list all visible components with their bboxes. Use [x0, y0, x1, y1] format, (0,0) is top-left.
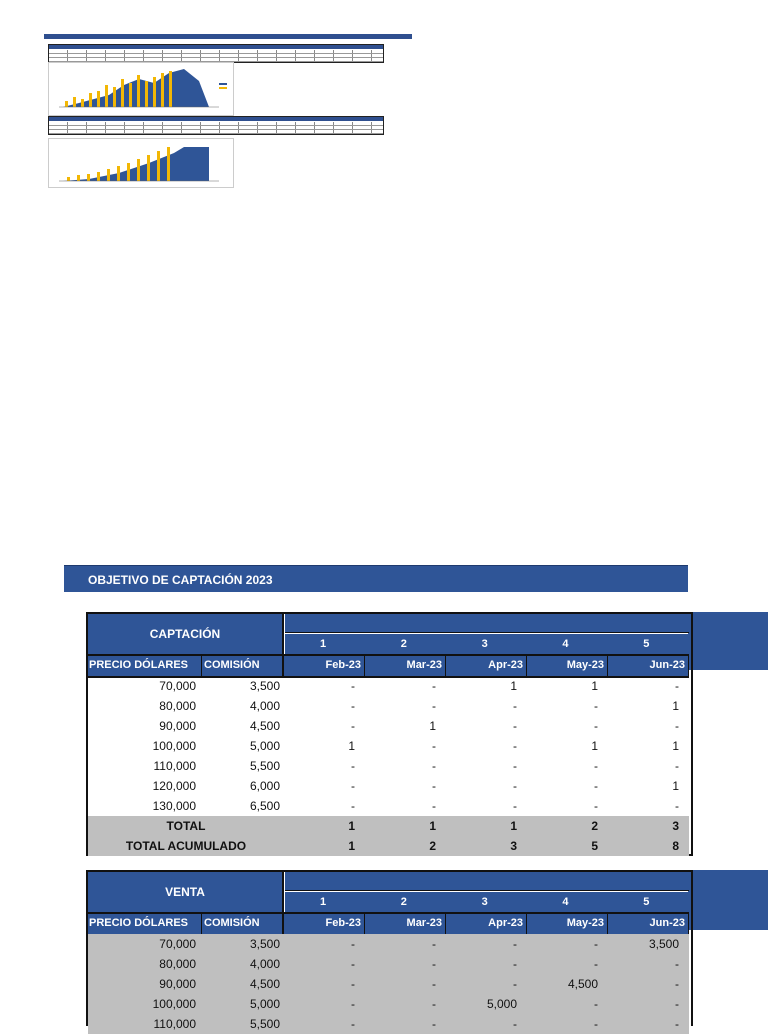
commission-cell: 3,500: [249, 679, 280, 693]
commission-cell: 4,500: [249, 719, 280, 733]
table-row: [88, 954, 689, 974]
value-cell: 1: [510, 679, 517, 693]
value-cell: -: [594, 719, 598, 733]
value-cell: -: [432, 699, 436, 713]
total-label: TOTAL: [166, 819, 206, 833]
venta-rows: [88, 934, 689, 1034]
price-cell: 90,000: [159, 977, 196, 991]
value-cell: 4,500: [567, 977, 598, 991]
table-row: [88, 796, 689, 816]
price-cell: 100,000: [152, 739, 196, 753]
value-cell: 1: [672, 739, 679, 753]
month-number: 3: [447, 634, 528, 654]
month-header: Jun-23: [608, 914, 689, 934]
value-cell: -: [351, 997, 355, 1011]
total-cell: 1: [510, 819, 517, 833]
document-title: OBJETIVO DE CAPTACIÓN 2023: [64, 565, 688, 592]
month-header: May-23: [527, 914, 608, 934]
price-cell: 110,000: [153, 1017, 196, 1031]
side-header-block: [688, 870, 768, 930]
value-cell: -: [675, 997, 679, 1011]
value-cell: -: [594, 759, 598, 773]
value-cell: -: [513, 699, 517, 713]
value-cell: -: [675, 719, 679, 733]
commission-cell: 5,500: [249, 1017, 280, 1031]
value-cell: -: [594, 1017, 598, 1031]
value-cell: -: [351, 719, 355, 733]
value-cell: -: [675, 799, 679, 813]
commission-cell: 5,000: [249, 739, 280, 753]
venta-table: [86, 870, 693, 1031]
commission-cell: 4,500: [249, 977, 280, 991]
page-thumbnail: [44, 34, 414, 189]
cumulative-cell: 5: [591, 839, 598, 853]
value-cell: -: [432, 957, 436, 971]
value-cell: -: [513, 759, 517, 773]
commission-cell: 4,000: [249, 699, 280, 713]
table-row: [88, 974, 689, 994]
value-cell: -: [594, 779, 598, 793]
cumulative-label: TOTAL ACUMULADO: [125, 839, 247, 853]
value-cell: -: [675, 957, 679, 971]
price-cell: 70,000: [159, 679, 196, 693]
value-cell: -: [351, 799, 355, 813]
month-header: Feb-23: [284, 914, 365, 934]
cumulative-cell: 3: [510, 839, 517, 853]
month-number: 1: [285, 634, 366, 654]
month-number: 1: [285, 892, 366, 912]
price-cell: 80,000: [159, 699, 196, 713]
table-row: [88, 1014, 689, 1034]
value-cell: -: [351, 759, 355, 773]
side-header-block: [688, 612, 768, 670]
value-cell: -: [594, 937, 598, 951]
thumbnail-chart-1: [48, 62, 234, 116]
value-cell: -: [513, 977, 517, 991]
table-row: [88, 716, 689, 736]
value-cell: 1: [429, 719, 436, 733]
commission-cell: 5,500: [249, 759, 280, 773]
value-cell: -: [513, 719, 517, 733]
commission-header: COMISIÓN: [202, 914, 284, 934]
month-header: Mar-23: [365, 914, 446, 934]
month-header: Apr-23: [446, 656, 527, 676]
thumbnail-chart-1-svg: [49, 63, 233, 115]
month-header: Apr-23: [446, 914, 527, 934]
value-cell: 5,000: [486, 997, 517, 1011]
value-cell: -: [432, 799, 436, 813]
month-number-row: [285, 634, 689, 654]
value-cell: -: [675, 977, 679, 991]
value-cell: 3,500: [648, 937, 679, 951]
table-row: [88, 736, 689, 756]
value-cell: 1: [672, 699, 679, 713]
month-number: 5: [608, 892, 689, 912]
month-number-row: [285, 892, 689, 912]
value-cell: -: [432, 679, 436, 693]
price-cell: 100,000: [152, 997, 196, 1011]
thumbnail-table-2: [48, 116, 384, 135]
month-number: 5: [608, 634, 689, 654]
commission-cell: 6,500: [249, 799, 280, 813]
commission-cell: 6,000: [249, 779, 280, 793]
value-cell: -: [432, 779, 436, 793]
table-row: [88, 676, 689, 696]
table-row: [88, 934, 689, 954]
value-cell: -: [351, 679, 355, 693]
cumulative-cell: 8: [672, 839, 679, 853]
price-cell: 70,000: [159, 937, 196, 951]
value-cell: -: [594, 997, 598, 1011]
value-cell: -: [513, 937, 517, 951]
value-cell: -: [513, 957, 517, 971]
month-number: 2: [366, 892, 447, 912]
month-header: Mar-23: [365, 656, 446, 676]
column-header-row: [88, 654, 689, 678]
commission-cell: 4,000: [249, 957, 280, 971]
value-cell: -: [351, 779, 355, 793]
month-number: 4: [527, 892, 608, 912]
thumbnail-chart-2-svg: [49, 139, 233, 187]
value-cell: -: [351, 957, 355, 971]
value-cell: -: [432, 977, 436, 991]
price-cell: 120,000: [152, 779, 196, 793]
value-cell: -: [513, 739, 517, 753]
value-cell: -: [594, 957, 598, 971]
price-header: PRECIO DÓLARES: [88, 914, 202, 934]
captacion-table: [86, 612, 693, 856]
month-header: Feb-23: [284, 656, 365, 676]
total-cell: 2: [591, 819, 598, 833]
cumulative-row: [88, 836, 689, 856]
month-header: Jun-23: [608, 656, 689, 676]
value-cell: -: [675, 759, 679, 773]
value-cell: 1: [672, 779, 679, 793]
value-cell: -: [432, 739, 436, 753]
price-cell: 110,000: [153, 759, 196, 773]
total-cell: 1: [348, 819, 355, 833]
value-cell: -: [432, 997, 436, 1011]
value-cell: -: [432, 937, 436, 951]
month-header: May-23: [527, 656, 608, 676]
value-cell: -: [351, 937, 355, 951]
total-cell: 1: [429, 819, 436, 833]
captacion-label: CAPTACIÓN: [88, 614, 284, 654]
column-header-row: [88, 912, 689, 936]
month-number: 3: [447, 892, 528, 912]
value-cell: 1: [348, 739, 355, 753]
value-cell: -: [675, 1017, 679, 1031]
value-cell: -: [351, 699, 355, 713]
value-cell: -: [513, 779, 517, 793]
commission-header: COMISIÓN: [202, 656, 284, 676]
total-row: [88, 816, 689, 836]
value-cell: -: [351, 977, 355, 991]
value-cell: -: [432, 759, 436, 773]
header-band: [285, 872, 689, 891]
thumbnail-title-bar: [44, 34, 412, 39]
price-header: PRECIO DÓLARES: [88, 656, 202, 676]
thumbnail-chart-2: [48, 138, 234, 188]
price-cell: 80,000: [159, 957, 196, 971]
captacion-rows: [88, 676, 689, 856]
commission-cell: 5,000: [249, 997, 280, 1011]
commission-cell: 3,500: [249, 937, 280, 951]
table-row: [88, 776, 689, 796]
month-number: 4: [527, 634, 608, 654]
value-cell: -: [594, 799, 598, 813]
table-row: [88, 994, 689, 1014]
table-row: [88, 696, 689, 716]
value-cell: -: [432, 1017, 436, 1031]
value-cell: 1: [591, 679, 598, 693]
value-cell: 1: [591, 739, 598, 753]
value-cell: -: [513, 799, 517, 813]
thumbnail-table-1: [48, 44, 384, 63]
header-band: [285, 614, 689, 633]
table-row: [88, 756, 689, 776]
price-cell: 130,000: [152, 799, 196, 813]
cumulative-cell: 1: [348, 839, 355, 853]
value-cell: -: [594, 699, 598, 713]
month-number: 2: [366, 634, 447, 654]
venta-label: VENTA: [88, 872, 284, 912]
cumulative-cell: 2: [429, 839, 436, 853]
price-cell: 90,000: [159, 719, 196, 733]
total-cell: 3: [672, 819, 679, 833]
value-cell: -: [513, 1017, 517, 1031]
value-cell: -: [351, 1017, 355, 1031]
value-cell: -: [675, 679, 679, 693]
